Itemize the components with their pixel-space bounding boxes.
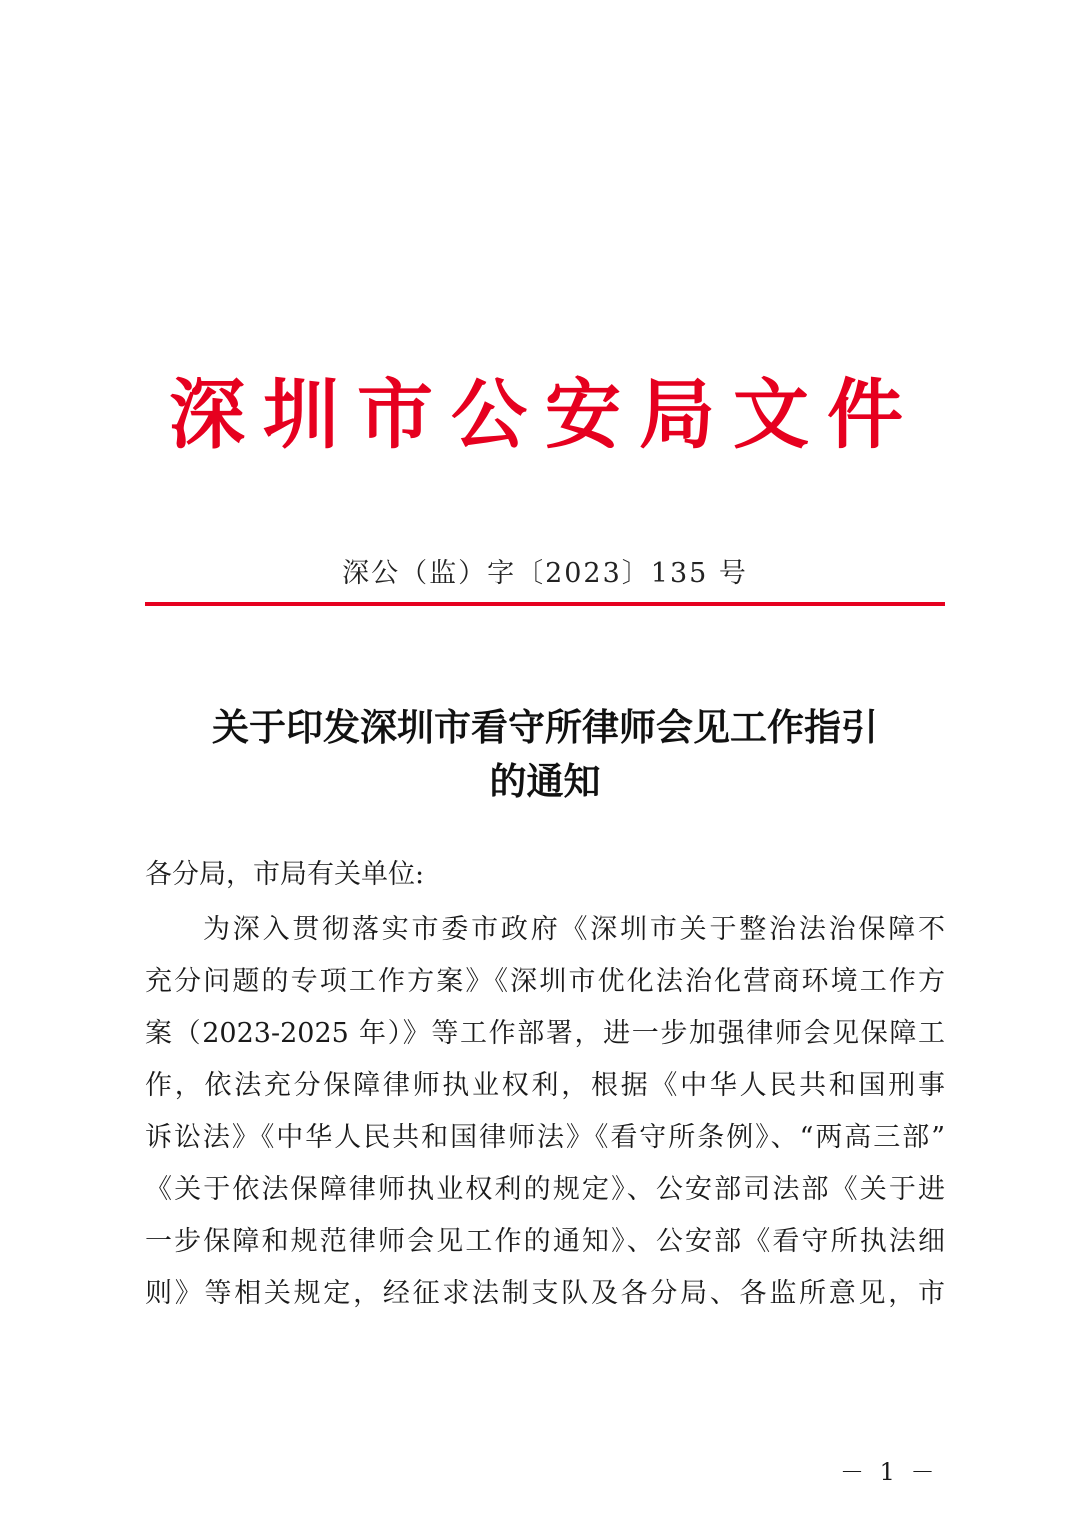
body-line: 案（2023-2025 年）》等工作部署，进一步加强律师会见保障工 <box>145 1018 945 1049</box>
addressee: 各分局，市局有关单位: <box>145 859 425 890</box>
body-line: 一步保障和规范律师会见工作的通知》、公安部《看守所执法细 <box>145 1226 945 1257</box>
page-number: － 1 － <box>840 1458 939 1486</box>
body-line: 则》等相关规定，经征求法制支队及各分局、各监所意见，市 <box>145 1278 945 1309</box>
document-title-line-2: 的通知 <box>489 759 601 803</box>
document-title-line-1: 关于印发深圳市看守所律师会见工作指引 <box>212 705 878 749</box>
document-number: 深公（监）字〔2023〕135 号 <box>342 558 748 589</box>
body-line: 为深入贯彻落实市委市政府《深圳市关于整治法治保障不 <box>203 914 945 945</box>
body-line: 《关于依法保障律师执业权利的规定》、公安部司法部《关于进 <box>145 1174 945 1205</box>
body-text <box>145 904 945 1320</box>
document-title <box>145 700 945 808</box>
body-line: 诉讼法》《中华人民共和国律师法》《看守所条例》、“两高三部” <box>145 1122 945 1153</box>
body-line: 充分问题的专项工作方案》《深圳市优化法治化营商环境工作方 <box>145 966 945 997</box>
body-line: 作，依法充分保障律师执业权利，根据《中华人民共和国刑事 <box>145 1070 945 1101</box>
red-separator-line <box>145 602 945 606</box>
issuing-authority-header: 深圳市公安局文件 <box>169 370 921 459</box>
